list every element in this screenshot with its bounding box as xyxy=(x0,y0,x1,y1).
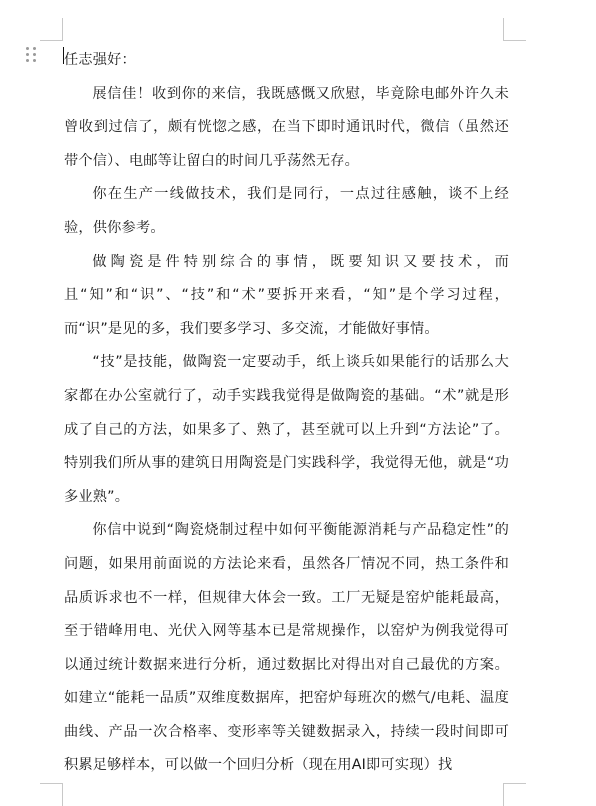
paragraph-1: 展信佳！收到你的来信，我既感慨又欣慰，毕竟除电邮外许久未曾收到过信了，颇有恍惚之感，在当下即时通讯时代，微信（虽然还带个信）、电邮等让留白的时间几乎荡然无存。 xyxy=(64,85,509,169)
paragraph-drag-handle-icon[interactable] xyxy=(26,47,38,65)
page-corner-mark-bottom-right xyxy=(503,783,526,806)
document-body[interactable] xyxy=(64,44,509,783)
greeting: 任志强好： xyxy=(64,52,136,68)
paragraph-5: 你信中说到“陶瓷烧制过程中如何平衡能源消耗与产品稳定性”的问题，如果用前面说的方法论来看，虽然各厂情况不同，热工条件和品质诉求也不一样，但规律大体会一致。工厂无疑是窑炉能耗最高，至于错峰用电、光伏入网等基本已是常规操作，以窑炉为例我觉得可以通过统计数据来进行分析，通过数据比对得出对自己最优的方案。如建立“能耗一品质”双维度数据库，把窑炉每班次的燃气/电耗、温度曲线、产品一次合格率、变形率等关键数据录入，持续一段时间即可积累足够样本，可以做一个回归分析（现在用AI即可实现）找 xyxy=(64,522,509,774)
paragraph-2: 你在生产一线做技术，我们是同行，一点过往感触，谈不上经验，供你参考。 xyxy=(64,186,509,236)
paragraph-4: “技”是技能，做陶瓷一定要动手，纸上谈兵如果能行的话那么大家都在办公室就行了，动手实践我觉得是做陶瓷的基础。“术”就是形成了自己的方法，如果多了、熟了，甚至就可以上升到“方法论”了。特别我们所从事的建筑日用陶瓷是门实践科学，我觉得无他，就是“功多业熟”。 xyxy=(64,354,509,505)
page-corner-mark-top-left xyxy=(40,18,63,41)
page-corner-mark-top-right xyxy=(503,18,526,41)
paragraph-3: 做陶瓷是件特别综合的事情，既要知识又要技术，而且“知”和“识”、“技”和“术”要拆开来看，“知”是个学习过程，而“识”是见的多，我们要多学习、多交流，才能做好事情。 xyxy=(64,253,509,337)
page-corner-mark-bottom-left xyxy=(40,783,63,806)
